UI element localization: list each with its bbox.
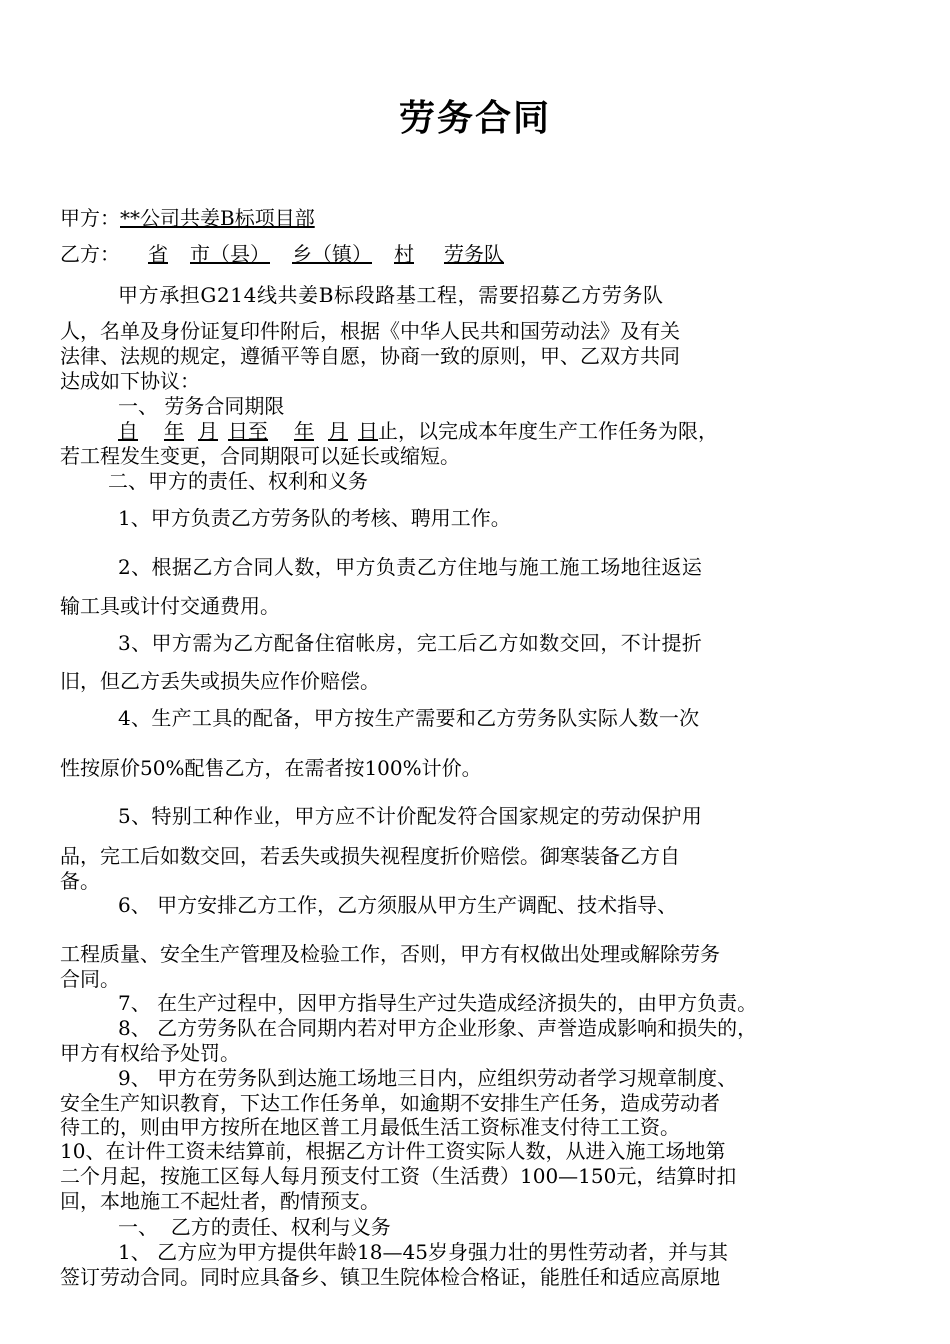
section-heading: 二、甲方的责任、权利和义务 bbox=[108, 469, 368, 493]
party-b-team: 劳务队 bbox=[444, 242, 504, 266]
clause-line: 安全生产知识教育，下达工作任务单，如逾期不安排生产任务，造成劳动者 bbox=[60, 1091, 720, 1115]
party-b-line bbox=[60, 241, 504, 267]
clause-line: 4、生产工具的配备，甲方按生产需要和乙方劳务队实际人数一次 bbox=[118, 706, 700, 730]
clause-line: 5、特别工种作业，甲方应不计价配发符合国家规定的劳动保护用 bbox=[118, 804, 703, 828]
clause-line: 1、甲方负责乙方劳务队的考核、聘用工作。 bbox=[118, 506, 511, 530]
clause-line: 10、在计件工资未结算前，根据乙方计件工资实际人数，从进入施工场地第 bbox=[60, 1139, 726, 1163]
period-month: 月 bbox=[198, 419, 218, 443]
contract-period-line bbox=[118, 418, 718, 444]
contract-period-dates bbox=[118, 419, 378, 443]
clause-line: 旧，但乙方丢失或损失应作价赔偿。 bbox=[60, 669, 380, 693]
party-b-label: 乙方： bbox=[60, 242, 120, 266]
period-from: 自 bbox=[118, 419, 138, 443]
clause-line: 7、 在生产过程中，因甲方指导生产过失造成经济损失的，由甲方负责。 bbox=[118, 991, 758, 1015]
clause-line: 2、根据乙方合同人数，甲方负责乙方住地与施工施工场地往返运 bbox=[118, 555, 703, 579]
clause-line: 回，本地施工不起灶者，酌情预支。 bbox=[60, 1189, 380, 1213]
period-year: 年 bbox=[164, 419, 184, 443]
period-year: 年 bbox=[294, 419, 314, 443]
intro-line: 人，名单及身份证复印件附后，根据《中华人民共和国劳动法》及有关 bbox=[60, 319, 680, 343]
contract-period-line-2: 若工程发生变更，合同期限可以延长或缩短。 bbox=[60, 444, 460, 468]
period-month: 月 bbox=[328, 419, 348, 443]
party-a-value: **公司共姜B标项目部 bbox=[120, 206, 315, 230]
period-day: 日 bbox=[358, 419, 378, 443]
section-heading: 一、 劳务合同期限 bbox=[118, 394, 285, 418]
clause-line: 9、 甲方在劳务队到达施工场地三日内，应组织劳动者学习规章制度、 bbox=[118, 1066, 738, 1090]
section-heading: 一、 乙方的责任、权利与义务 bbox=[118, 1215, 391, 1239]
contract-period-rest: 止，以完成本年度生产工作任务为限， bbox=[378, 419, 718, 443]
clause-line: 备。 bbox=[60, 869, 100, 893]
party-b-province: 省 bbox=[148, 242, 168, 266]
party-b-city: 市（县） bbox=[190, 242, 270, 266]
clause-line: 1、 乙方应为甲方提供年龄18—45岁身强力壮的男性劳动者，并与其 bbox=[118, 1240, 728, 1264]
clause-line: 品，完工后如数交回，若丢失或损失视程度折价赔偿。御寒装备乙方自 bbox=[60, 844, 680, 868]
intro-line: 甲方承担G214线共姜B标段路基工程，需要招募乙方劳务队 bbox=[118, 283, 664, 307]
clause-line: 甲方有权给予处罚。 bbox=[60, 1041, 240, 1065]
clause-line: 二个月起，按施工区每人每月预支付工资（生活费）100—150元，结算时扣 bbox=[60, 1164, 737, 1188]
party-a-label: 甲方： bbox=[60, 206, 120, 230]
clause-line: 签订劳动合同。同时应具备乡、镇卫生院体检合格证，能胜任和适应高原地 bbox=[60, 1265, 720, 1289]
party-b-address bbox=[120, 242, 504, 266]
clause-line: 工程质量、安全生产管理及检验工作，否则，甲方有权做出处理或解除劳务 bbox=[60, 942, 720, 966]
clause-line: 性按原价50%配售乙方，在需者按100%计价。 bbox=[60, 756, 482, 780]
party-b-village: 村 bbox=[394, 242, 414, 266]
clause-line: 待工的，则由甲方按所在地区普工月最低生活工资标准支付待工工资。 bbox=[60, 1115, 680, 1139]
period-day: 日至 bbox=[228, 419, 268, 443]
clause-line: 输工具或计付交通费用。 bbox=[60, 594, 280, 618]
party-a-line bbox=[60, 205, 315, 231]
party-b-town: 乡（镇） bbox=[292, 242, 372, 266]
document-title: 劳务合同 bbox=[398, 97, 551, 139]
intro-line: 达成如下协议： bbox=[60, 369, 200, 393]
clause-line: 8、 乙方劳务队在合同期内若对甲方企业形象、声誉造成影响和损失的， bbox=[118, 1016, 758, 1040]
intro-line: 法律、法规的规定，遵循平等自愿，协商一致的原则，甲、乙双方共同 bbox=[60, 344, 680, 368]
clause-line: 3、甲方需为乙方配备住宿帐房，完工后乙方如数交回，不计提折 bbox=[118, 631, 703, 655]
clause-line: 6、 甲方安排乙方工作，乙方须服从甲方生产调配、技术指导、 bbox=[118, 893, 678, 917]
clause-line: 合同。 bbox=[60, 967, 120, 991]
